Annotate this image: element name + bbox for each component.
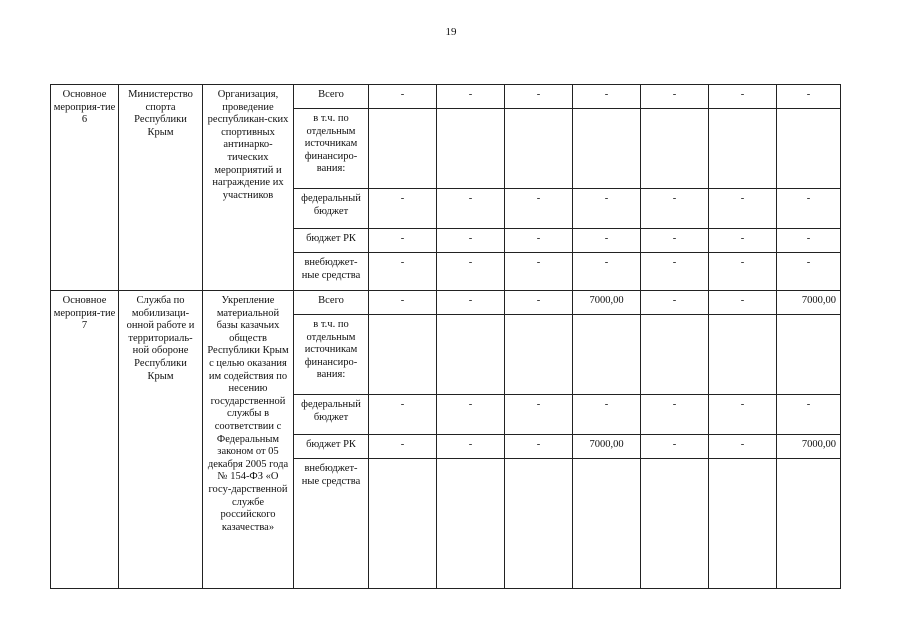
amount-cell: - — [505, 253, 573, 291]
table-body — [51, 85, 841, 589]
amount-cell: 7000,00 — [573, 291, 641, 315]
amount-cell: - — [777, 253, 841, 291]
description-cell: Организация, проведение республикан-ских спортивных антинарко-тических мероприятий и награждение их участников — [203, 85, 294, 291]
amount-cell: - — [437, 435, 505, 459]
amount-cell: 7000,00 — [573, 435, 641, 459]
amount-cell: - — [709, 253, 777, 291]
amount-cell: - — [505, 435, 573, 459]
amount-cell — [777, 109, 841, 189]
amount-cell — [505, 315, 573, 395]
amount-cell: - — [369, 85, 437, 109]
funding-source-cell: Всего — [294, 85, 369, 109]
measure-cell: Основное мероприя-тие 7 — [51, 291, 119, 589]
amount-cell: - — [641, 229, 709, 253]
amount-cell — [505, 459, 573, 589]
amount-cell — [709, 315, 777, 395]
amount-cell — [777, 315, 841, 395]
amount-cell: - — [369, 189, 437, 229]
page-number: 19 — [445, 26, 457, 38]
amount-cell — [369, 459, 437, 589]
amount-cell: - — [505, 85, 573, 109]
amount-cell: - — [709, 85, 777, 109]
amount-cell: - — [641, 291, 709, 315]
amount-cell: - — [777, 229, 841, 253]
amount-cell: - — [573, 189, 641, 229]
amount-cell: - — [709, 395, 777, 435]
amount-cell: - — [369, 253, 437, 291]
amount-cell: - — [369, 435, 437, 459]
amount-cell: - — [437, 395, 505, 435]
amount-cell: - — [709, 189, 777, 229]
amount-cell — [369, 109, 437, 189]
amount-cell — [437, 315, 505, 395]
funding-source-cell: федеральный бюджет — [294, 395, 369, 435]
amount-cell: - — [505, 395, 573, 435]
amount-cell: - — [777, 189, 841, 229]
amount-cell — [641, 315, 709, 395]
budget-table — [50, 84, 841, 589]
amount-cell: - — [573, 395, 641, 435]
amount-cell: - — [777, 395, 841, 435]
funding-source-cell: внебюджет-ные средства — [294, 459, 369, 589]
amount-cell — [573, 459, 641, 589]
amount-cell: - — [505, 189, 573, 229]
amount-cell — [437, 459, 505, 589]
funding-source-cell: в т.ч. по отдельным источникам финансиро-вания: — [294, 315, 369, 395]
amount-cell: - — [369, 291, 437, 315]
amount-cell: - — [437, 189, 505, 229]
amount-cell — [369, 315, 437, 395]
amount-cell — [641, 109, 709, 189]
amount-cell: - — [709, 229, 777, 253]
amount-cell — [573, 109, 641, 189]
amount-cell: 7000,00 — [777, 291, 841, 315]
amount-cell: - — [437, 253, 505, 291]
funding-source-cell: Всего — [294, 291, 369, 315]
amount-cell: - — [573, 85, 641, 109]
amount-cell: - — [437, 85, 505, 109]
amount-cell: - — [437, 229, 505, 253]
amount-cell: - — [641, 85, 709, 109]
amount-cell — [505, 109, 573, 189]
funding-source-cell: бюджет РК — [294, 229, 369, 253]
amount-cell — [573, 315, 641, 395]
amount-cell: 7000,00 — [777, 435, 841, 459]
executor-cell: Министерство спорта Республики Крым — [119, 85, 203, 291]
table-row — [51, 291, 841, 315]
funding-source-cell: в т.ч. по отдельным источникам финансиро-вания: — [294, 109, 369, 189]
amount-cell: - — [641, 253, 709, 291]
amount-cell: - — [505, 229, 573, 253]
amount-cell: - — [369, 395, 437, 435]
amount-cell — [709, 109, 777, 189]
measure-cell: Основное мероприя-тие 6 — [51, 85, 119, 291]
amount-cell: - — [573, 253, 641, 291]
amount-cell — [777, 459, 841, 589]
description-cell: Укрепление материальной базы казачьих обществ Республики Крым с целью оказания им содействия по несению государственной службы в соответствии с Федеральным законом от 05 декабря 2005 года № 154-ФЗ «О госу-дарственной службе российского казачества» — [203, 291, 294, 589]
amount-cell: - — [641, 435, 709, 459]
amount-cell: - — [641, 395, 709, 435]
funding-source-cell: внебюджет-ные средства — [294, 253, 369, 291]
amount-cell: - — [641, 189, 709, 229]
amount-cell: - — [709, 435, 777, 459]
funding-source-cell: бюджет РК — [294, 435, 369, 459]
amount-cell: - — [369, 229, 437, 253]
amount-cell: - — [437, 291, 505, 315]
executor-cell: Служба по мобилизаци-онной работе и территориаль-ной обороне Республики Крым — [119, 291, 203, 589]
amount-cell: - — [777, 85, 841, 109]
table-row — [51, 85, 841, 109]
amount-cell — [437, 109, 505, 189]
amount-cell: - — [505, 291, 573, 315]
amount-cell — [641, 459, 709, 589]
amount-cell — [709, 459, 777, 589]
amount-cell: - — [709, 291, 777, 315]
funding-source-cell: федеральный бюджет — [294, 189, 369, 229]
amount-cell: - — [573, 229, 641, 253]
